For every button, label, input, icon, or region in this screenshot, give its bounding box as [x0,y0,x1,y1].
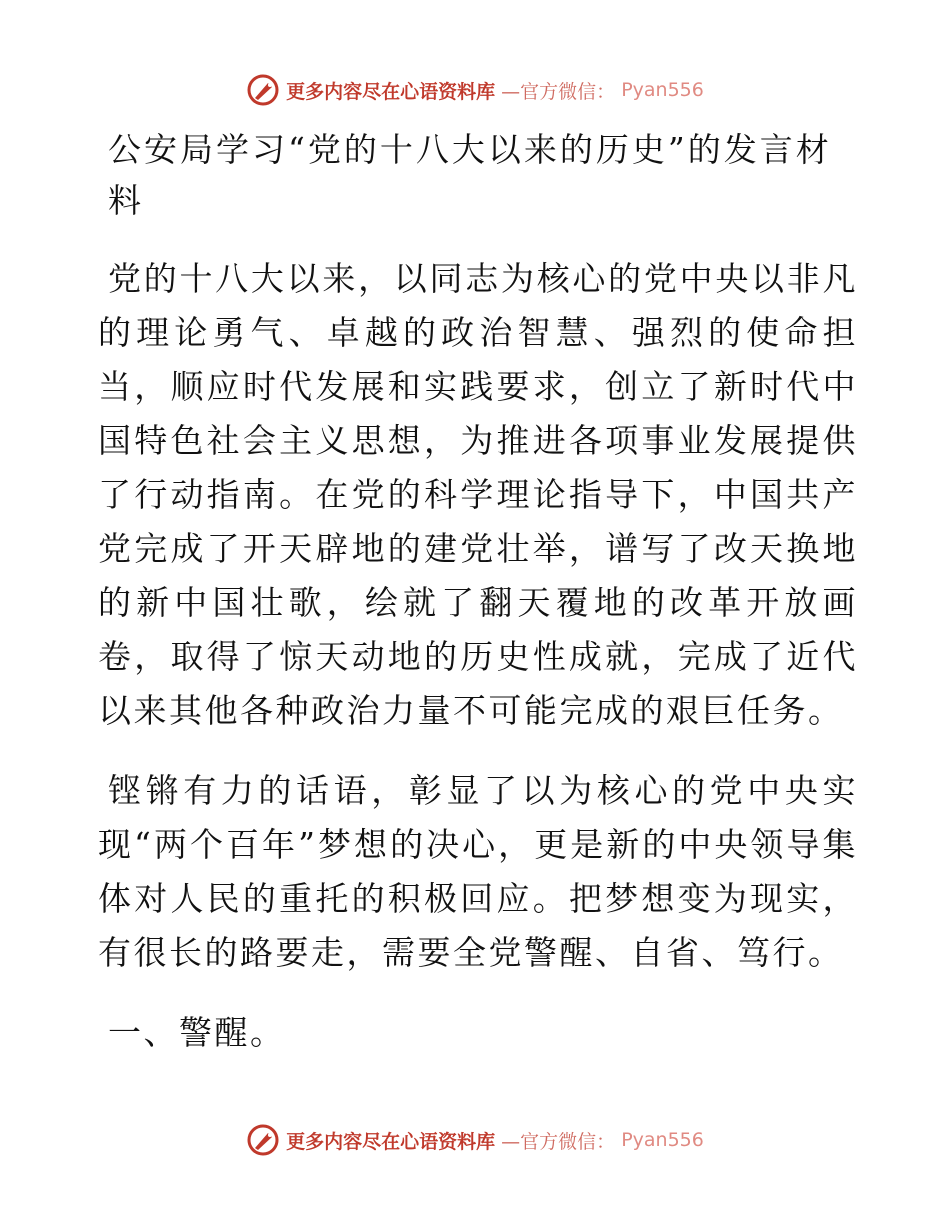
watermark-text: 更多内容尽在心语资料库 [286,1130,496,1153]
watermark-text: 更多内容尽在心语资料库 [286,80,496,103]
document-title: 公安局学习“党的十八大以来的历史”的发言材料 [108,130,832,220]
section-heading: 一、警醒。 [108,1013,286,1052]
watermark-wechat-id: Pyan556 [621,79,704,101]
watermark-banner-top [0,70,950,110]
pen-nib-logo-icon [246,1123,280,1157]
watermark-separator: —官方微信： [501,80,616,103]
paragraph: 铿锵有力的话语，彰显了以为核心的党中央实现“两个百年”梦想的决心，更是新的中央领导集体对人民的重托的积极回应。把梦想变为现实，有很长的路要走，需要全党警醒、自省、笃行。 [98,771,858,972]
watermark-separator: —官方微信： [501,1130,616,1153]
pen-nib-logo-icon [246,73,280,107]
document-body [98,124,858,1060]
watermark-wechat-id: Pyan556 [621,1129,704,1151]
paragraph: 党的十八大以来，以同志为核心的党中央以非凡的理论勇气、卓越的政治智慧、强烈的使命担当，顺应时代发展和实践要求，创立了新时代中国特色社会主义思想，为推进各项事业发展提供了行动指南。在党的科学理论指导下，中国共产党完成了开天辟地的建党壮举，谱写了改天换地的新中国壮歌，绘就了翻天覆地的改革开放画卷，取得了惊天动地的历史性成就，完成了近代以来其他各种政治力量不可能完成的艰巨任务。 [98,259,858,730]
watermark-banner-bottom [0,1120,950,1160]
